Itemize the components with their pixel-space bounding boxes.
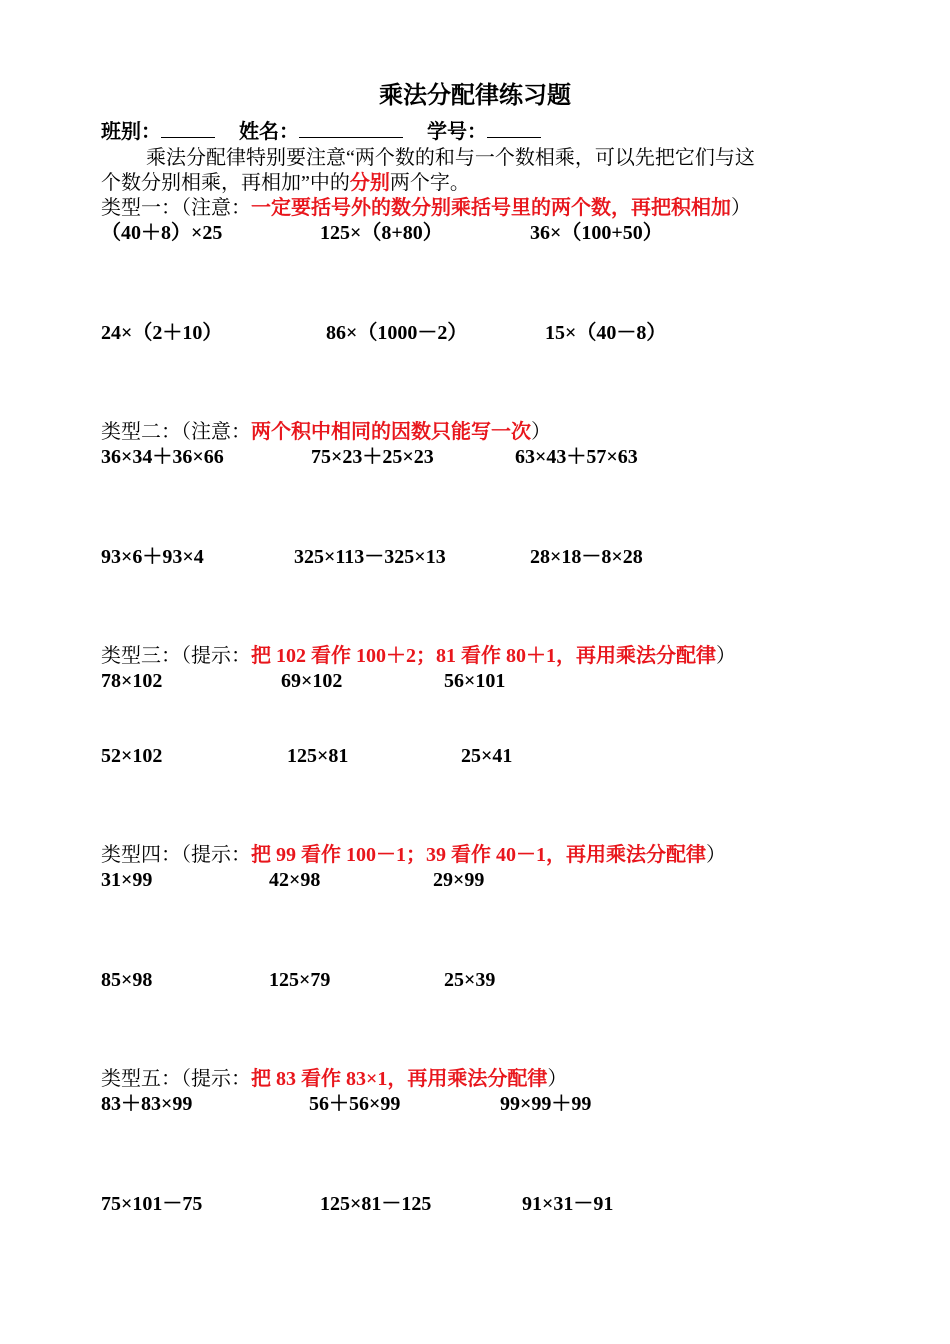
name-label: 姓名： [239,121,299,143]
problem: 63×43＋57×63 [515,446,638,468]
intro-line-1: 乘法分配律特别要注意“两个数的和与一个数相乘，可以先把它们与这 [146,147,755,169]
problem: 91×31－91 [522,1193,614,1215]
problem: 86×（1000－2） [326,322,468,344]
problem: 25×41 [461,745,513,767]
problem: 325×113－325×13 [294,546,446,568]
name-blank[interactable] [299,119,403,138]
problem: 99×99＋99 [500,1093,592,1115]
section-4-heading: 类型四：（提示：把 99 看作 100－1；39 看作 40－1，再用乘法分配律） [101,844,726,866]
problem: 24×（2＋10） [101,322,223,344]
section-2-heading: 类型二：（注意：两个积中相同的因数只能写一次） [101,421,551,443]
intro-emphasis: 分别 [349,172,390,194]
problem: 56×101 [444,670,506,692]
problem: 69×102 [281,670,343,692]
problem: （40＋8）×25 [101,222,223,244]
problem: 75×23＋25×23 [311,446,434,468]
problem: 28×18－8×28 [530,546,643,568]
section-1-heading: 类型一：（注意：一定要括号外的数分别乘括号里的两个数，再把积相加） [101,197,751,219]
problem: 78×102 [101,670,163,692]
student-id-blank[interactable] [487,119,541,138]
class-blank[interactable] [161,119,215,138]
student-info-row [101,119,541,145]
problem: 125×79 [269,969,331,991]
problem: 93×6＋93×4 [101,546,204,568]
problem: 42×98 [269,869,321,891]
class-label: 班别： [101,121,161,143]
problem: 56＋56×99 [309,1093,401,1115]
problem: 36×（100+50） [530,222,663,244]
problem: 125×81－125 [320,1193,432,1215]
problem: 52×102 [101,745,163,767]
problem: 36×34＋36×66 [101,446,224,468]
section-5-heading: 类型五：（提示：把 83 看作 83×1，再用乘法分配律） [101,1068,568,1090]
problem: 29×99 [433,869,485,891]
problem: 83＋83×99 [101,1093,193,1115]
problem: 125×（8+80） [320,222,443,244]
intro-line-2: 个数分别相乘，再相加”中的分别两个字。 [101,172,470,194]
student-id-label: 学号： [427,121,487,143]
problem: 75×101－75 [101,1193,203,1215]
section-3-heading: 类型三：（提示：把 102 看作 100＋2；81 看作 80＋1，再用乘法分配律） [101,645,736,667]
problem: 25×39 [444,969,496,991]
problem: 125×81 [287,745,349,767]
problem: 15×（40－8） [545,322,667,344]
worksheet-title: 乘法分配律练习题 [379,83,571,109]
problem: 85×98 [101,969,153,991]
problem: 31×99 [101,869,153,891]
